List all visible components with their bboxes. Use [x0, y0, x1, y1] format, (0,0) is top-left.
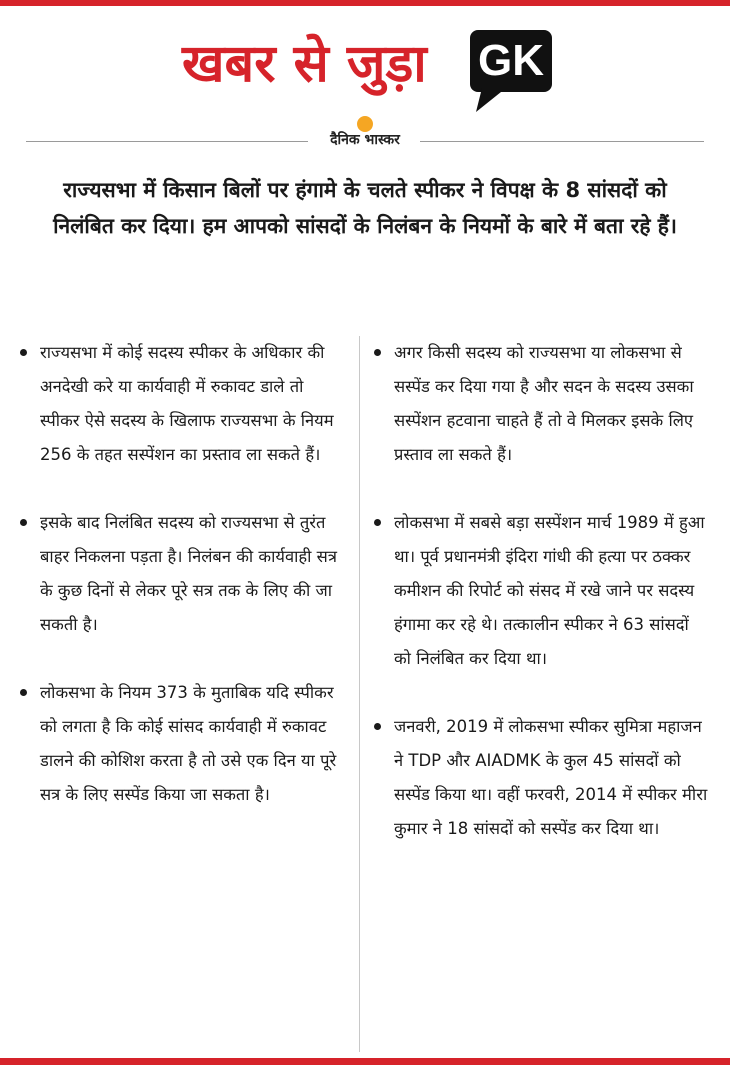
intro-paragraph: राज्यसभा में किसान बिलों पर हंगामे के चलते स्पीकर ने विपक्ष के 8 सांसदों को निलंबित कर दिया। हम आपको सांसदों के निलंबन के नियमों के बारे में बता रहे हैं।	[53, 178, 677, 238]
list-item	[20, 506, 340, 642]
brand-row	[0, 116, 730, 156]
right-column	[374, 336, 710, 880]
header	[0, 24, 730, 114]
gk-speech-bubble-icon	[470, 30, 556, 112]
list-item-text: इसके बाद निलंबित सदस्य को राज्यसभा से तुरंत बाहर निकलना पड़ता है। निलंबन की कार्यवाही सत्र के कुछ दिनों से लेकर पूरे सत्र तक के लिए की जा सकती है।	[40, 513, 337, 634]
bullet-icon	[20, 689, 27, 696]
divider-line	[420, 141, 704, 142]
list-item	[374, 336, 710, 472]
left-column	[20, 336, 340, 846]
bullet-icon	[374, 723, 381, 730]
list-item-text: राज्यसभा में कोई सदस्य स्पीकर के अधिकार की अनदेखी करे या कार्यवाही में रुकावट डाले तो स्पीकर ऐसे सदस्य के खिलाफ राज्यसभा के नियम 256 के तहत सस्पेंशन का प्रस्ताव ला सकते हैं।	[40, 343, 334, 464]
bottom-red-rule	[0, 1058, 730, 1065]
bullet-icon	[20, 519, 27, 526]
list-item-text: लोकसभा में सबसे बड़ा सस्पेंशन मार्च 1989 में हुआ था। पूर्व प्रधानमंत्री इंदिरा गांधी की हत्या पर ठक्कर कमीशन की रिपोर्ट को संसद में रखे जाने पर सदस्य हंगामा कर रहे थे। तत्कालीन स्पीकर ने 63 सांसदों को निलंबित कर दिया था।	[394, 513, 705, 668]
list-item-text: लोकसभा के नियम 373 के मुताबिक यदि स्पीकर को लगता है कि कोई सांसद कार्यवाही में रुकावट डालने की कोशिश करता है तो उसे एक दिन या पूरे सत्र के लिए सस्पेंड किया जा सकता है।	[40, 683, 337, 804]
divider-line	[26, 141, 308, 142]
bullet-icon	[20, 349, 27, 356]
list-item	[374, 710, 710, 846]
list-item	[20, 336, 340, 472]
gk-badge-label: GK	[478, 36, 544, 85]
brand-logo-text: दैनिक भास्कर	[330, 132, 400, 148]
top-red-rule	[0, 0, 730, 6]
list-item-text: जनवरी, 2019 में लोकसभा स्पीकर सुमित्रा महाजन ने TDP और AIADMK के कुल 45 सांसदों को सस्पेंड किया था। वहीं फरवरी, 2014 में स्पीकर मीरा कुमार ने 18 सांसदों को सस्पेंड कर दिया था।	[394, 717, 708, 838]
list-item	[20, 676, 340, 812]
list-item	[374, 506, 710, 676]
page-title: खबर से जुड़ा	[182, 34, 427, 94]
column-divider	[359, 336, 360, 1052]
bullet-icon	[374, 349, 381, 356]
list-item-text: अगर किसी सदस्य को राज्यसभा या लोकसभा से सस्पेंड कर दिया गया है और सदन के सदस्य उसका सस्पेंशन हटवाना चाहते हैं तो वे मिलकर इसके लिए प्रस्ताव ला सकते हैं।	[394, 343, 694, 464]
bullet-icon	[374, 519, 381, 526]
